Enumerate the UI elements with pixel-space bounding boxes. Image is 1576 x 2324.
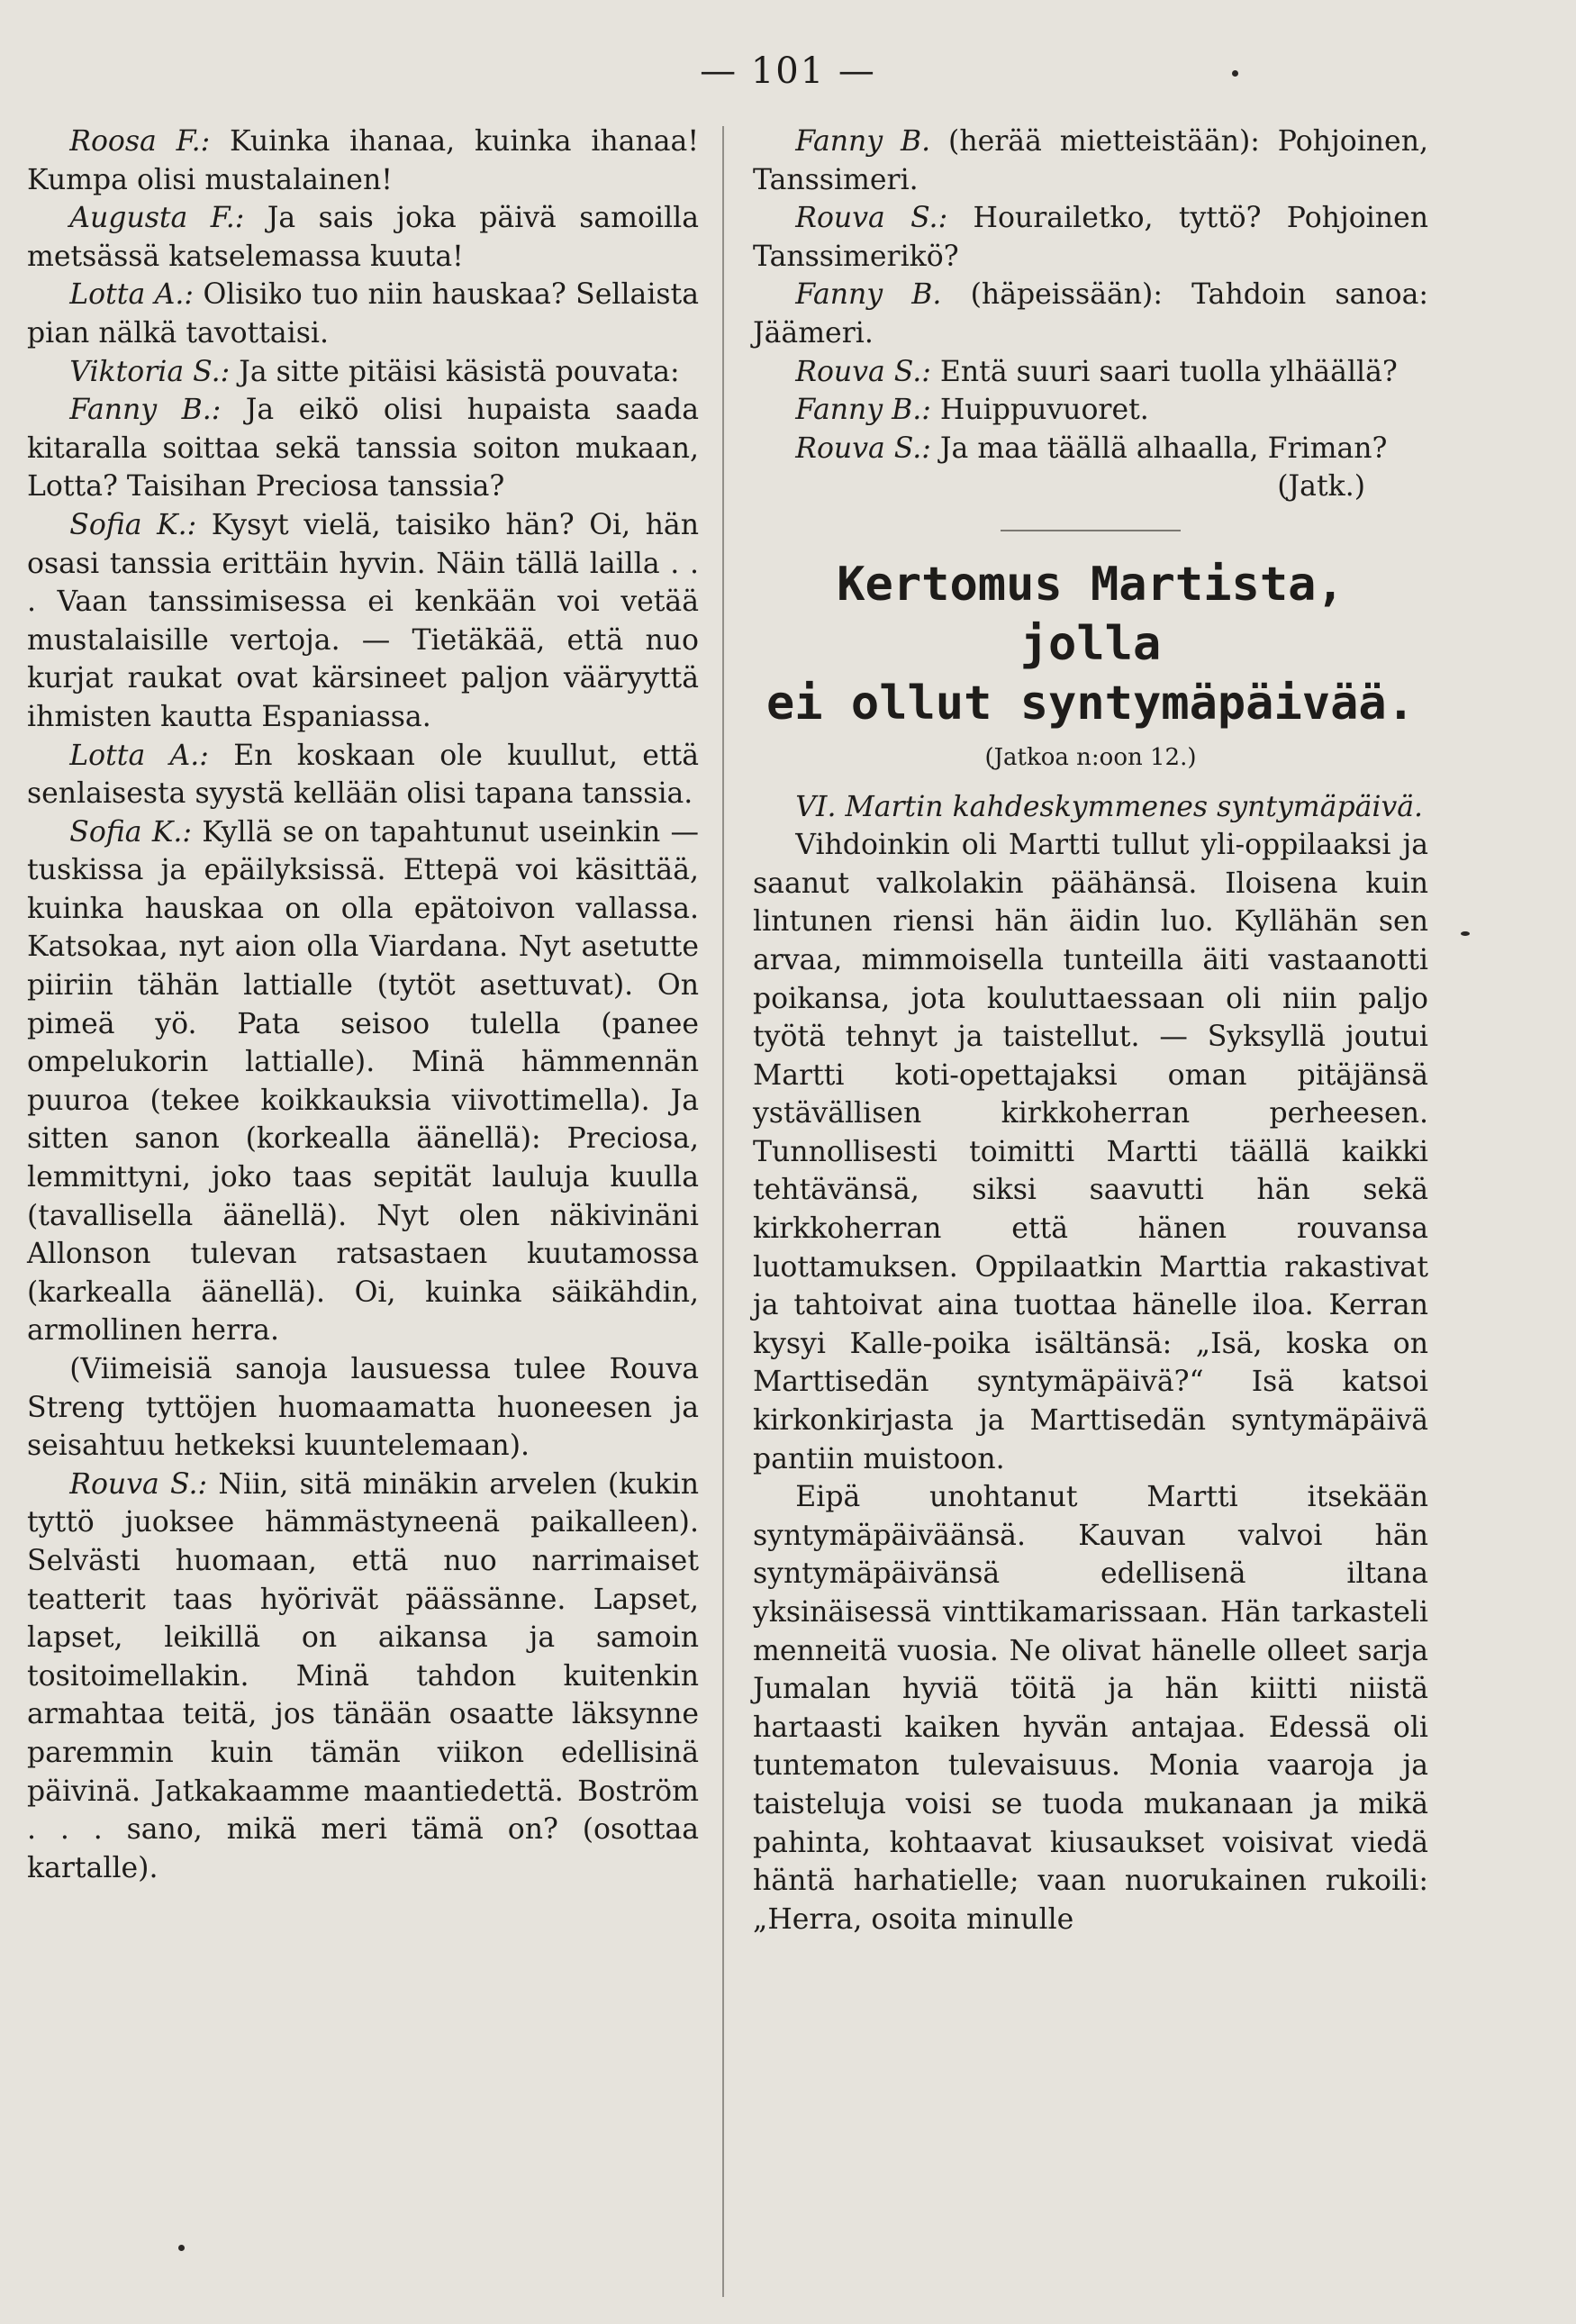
speaker-name: Rouva S.: [795,355,931,388]
dialogue-line [27,737,699,813]
left-column [27,123,699,1887]
speaker-name: Viktoria S.: [69,355,231,388]
speaker-name: Rouva S.: [795,202,948,235]
dialogue-line [753,199,1428,276]
dialogue-text: (Viimeisiä sanoja lausuessa tulee Rouva Streng tyttöjen huomaamatta huoneesen ja seisahtuu hetkeksi kuuntelemaan). [27,1353,699,1463]
article-title-line: ei ollut syntymäpäivää. [765,676,1416,731]
body-paragraph: Eipä unohtanut Martti itsekään syntymäpäiväänsä. Kauvan valvoi hän syntymäpäivänsä edellisenä iltana yksinäisessä vinttikamarissaan. Hän tarkasteli menneitä vuosia. Ne olivat hänelle olleet sarja Jumalan hyviä töitä ja hän kiitti niistä hartaasti kaiken hyvän antajaa. Edessä oli tuntematon tulevaisuus. Monia vaaroja ja taisteluja voisi se tuoda mukanaan ja mikä pahinta, kohtaavat kiusaukset voisivat viedä häntä harhatielle; vaan nuorukainen rukoili: „Herra, osoita minulle [753,1481,1428,1936]
speaker-name: Fanny B. [795,278,942,312]
dialogue-text: Kyllä se on tapahtunut useinkin — tuskissa ja epäilyksissä. Ettepä voi käsittää, kuinka hauskaa on olla epätoivon vallassa. Katsokaa, nyt aion olla Viardana. Nyt asetutte piiriin tähän lattialle (tytöt asettuvat). On pimeä yö. Pata seisoo tulella (panee ompelukorin lattialle). Minä hämmennän puuroa (tekee koikkauksia viivottimella). Ja sitten sanon (korkealla äänellä): Preciosa, lemmittyni, joko taas sepität lauluja kuulla (tavallisella äänellä). Nyt olen näkivinäni Allonson tulevan ratsastaen kuutamossa (karkealla äänellä). Oi, kuinka säikähdin, armollinen herra. [27,815,699,1348]
dialogue-text: Kuinka ihanaa, kuinka ihanaa! Kumpa olisi mustalainen! [27,125,699,196]
dialogue-line [27,506,699,737]
print-speck [1461,931,1470,936]
speaker-name: Rouva S.: [795,431,931,465]
speaker-name: Sofia K.: [69,508,197,541]
article-title [753,555,1428,733]
dialogue-text: Niin, sitä minäkin arvelen (kukin tyttö juoksee hämmästyneenä paikalleen). Selvästi huomaan, että nuo narrimaiset teatterit taas hyörivät päässänne. Lapset, lapset, leikillä on aikansa ja samoin tositoimellakin. Minä tahdon kuitenkin armahtaa teitä, jos tänään osaatte läksynne paremmin kuin tämän viikon edellisinä päivinä. Jatkakaamme maantiedettä. Boström . . . sano, mikä meri tämä on? (osottaa kartalle). [27,1467,699,1884]
dialogue-line [753,430,1428,468]
dialogue-text: Ja sais joka päivä samoilla metsässä katselemassa kuuta! [27,202,699,273]
speaker-name: Roosa F.: [69,125,211,158]
speaker-name: Fanny B.: [795,394,931,427]
continued-marker: (Jatk.) [1277,470,1365,504]
right-column [753,123,1428,1938]
dialogue-text: En koskaan ole kuullut, että senlaisesta syystä kellään olisi tapana tanssia. [27,739,699,811]
dialogue-text: Ja sitte pitäisi käsistä pouvata: [230,355,680,388]
dialogue-line [27,276,699,352]
dialogue-text: (herää mietteistään): Pohjoinen, Tanssimeri. [753,125,1428,196]
speaker-name: Lotta A.: [69,739,209,772]
dialogue-line [27,199,699,276]
dialogue-text: Ja maa täällä alhaalla, Friman? [930,431,1388,465]
dialogue-text: (häpeissään): Tahdoin sanoa: Jäämeri. [753,278,1428,350]
page-number: — 101 — [700,50,876,92]
speaker-name: Sofia K.: [69,815,192,849]
body-paragraph: Vihdoinkin oli Martti tullut yli-oppilaaksi ja saanut valkolakin päähänsä. Iloisena kuin lintunen riensi hän äidin luo. Kyllähän sen arvaa, mimmoisella tunteilla äiti vastaanotti poikansa, jota kouluttaessaan oli niin paljo työtä tehnyt ja taistellut. — Syksyllä joutui Martti koti-opettajaksi oman pitäjänsä ystävällisen kirkkoherran perheesen. Tunnollisesti toimitti Martti täällä kaikki tehtävänsä, siksi saavutti hän sekä kirkkoherran että hänen rouvansa luottamuksen. Oppilaatkin Marttia rakastivat ja tahtoivat aina tuottaa hänelle iloa. Kerran kysyi Kalle-poika isältänsä: „Isä, koska on Marttisedän syntymäpäivä?“ Isä katsoi kirkonkirjasta ja Marttisedän syntymäpäivä pantiin muistoon. [753,829,1428,1475]
dialogue-text: Hourailetko, tyttö? Pohjoinen Tanssimerikö? [753,202,1428,273]
dialogue-text: Olisiko tuo niin hauskaa? Sellaista pian nälkä tavottaisi. [27,278,699,350]
dialogue-text: Entä suuri saari tuolla ylhäällä? [930,355,1398,388]
dialogue-line [753,353,1428,392]
dialogue-line [753,276,1428,352]
dialogue-text: Ja eikö olisi hupaista saada kitaralla soittaa sekä tanssia soiton mukaan, Lotta? Taisihan Preciosa tanssia? [27,394,699,504]
speaker-name: Rouva S.: [69,1467,208,1501]
print-speck [178,2245,185,2251]
dialogue-line [27,391,699,506]
speaker-name: Lotta A.: [69,278,195,312]
dialogue-text: Kysyt vielä, taisiko hän? Oi, hän osasi tanssia erittäin hyvin. Näin tällä lailla . . . Vaan tanssimisessa ei kenkään voi vetää mustalaisille vertoja. — Tietäkää, että nuo kurjat raukat ovat kärsineet paljon vääryyttä ihmisten kautta Espaniassa. [27,508,699,733]
print-speck [1232,70,1238,77]
article-subtitle: (Jatkoa n:oon 12.) [984,743,1197,771]
dialogue-line [27,1466,699,1888]
section-divider [1001,530,1181,531]
dialogue-line [753,123,1428,199]
dialogue-line [27,123,699,199]
dialogue-line [27,813,699,1350]
dialogue-line [753,391,1428,430]
article-title-line: Kertomus Martista, jolla [837,557,1345,671]
speaker-name: Fanny B. [795,125,931,158]
dialogue-text: Huippuvuoret. [930,394,1149,427]
stage-direction [27,1350,699,1466]
dialogue-line [27,353,699,392]
chapter-heading: VI. Martin kahdeskymmenes syntymäpäivä. [795,790,1424,823]
speaker-name: Fanny B.: [69,394,222,427]
speaker-name: Augusta F.: [69,202,245,235]
column-divider [722,126,724,2297]
